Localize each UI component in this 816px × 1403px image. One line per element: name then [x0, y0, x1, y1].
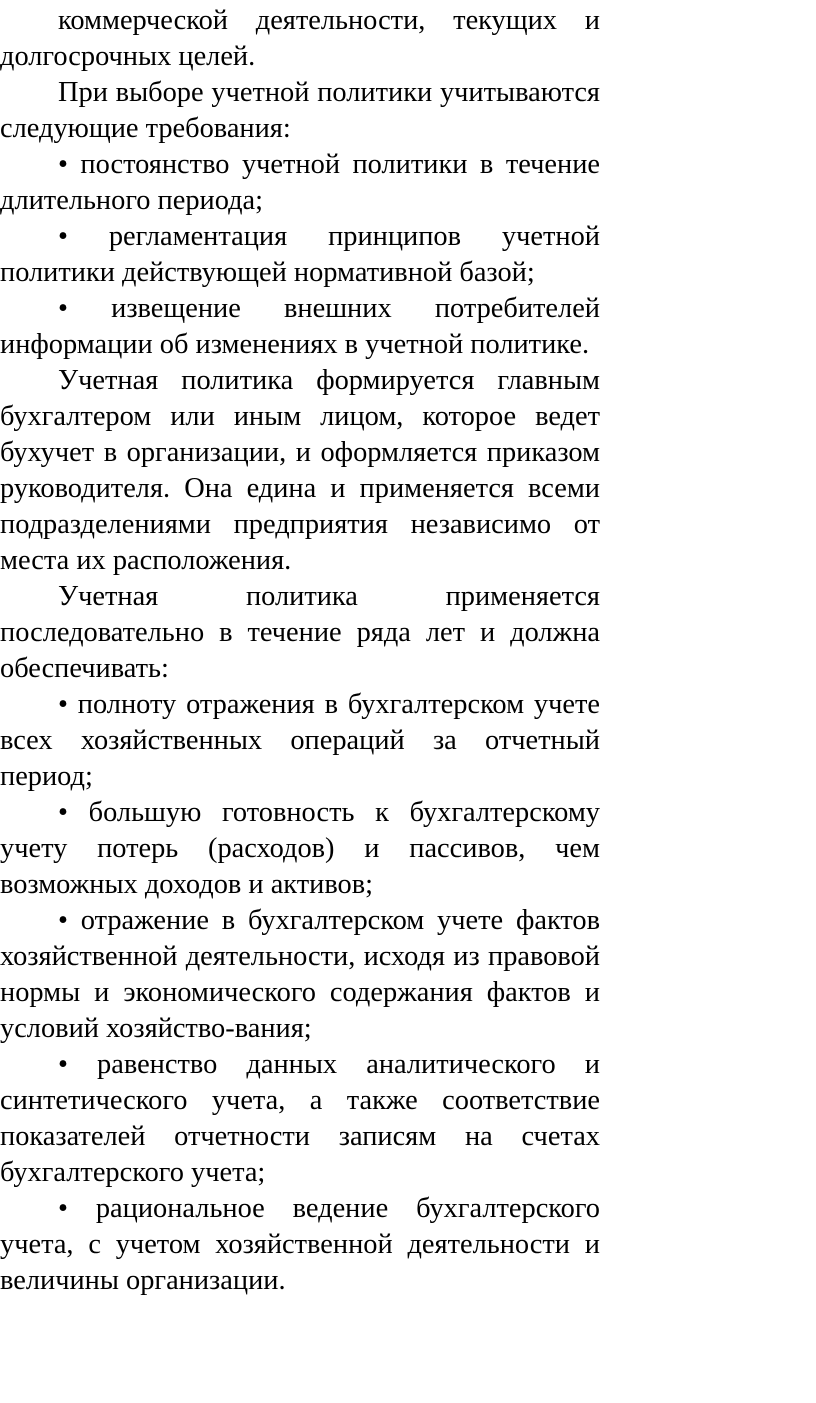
- list-item: • полноту отражения в бухгалтерском учете всех хозяйственных операций за отчетный период;: [0, 689, 600, 792]
- paragraph-continuation: коммерческой деятельности, текущих и долгосрочных целей.: [0, 5, 600, 72]
- paragraph-policy-application: Учетная политика применяется последовательно в течение ряда лет и должна обеспечивать:: [0, 581, 600, 684]
- list-item: • рациональное ведение бухгалтерского учета, с учетом хозяйственной деятельности и величины организации.: [0, 1193, 600, 1296]
- paragraph-policy-formation: Учетная политика формируется главным бухгалтером или иным лицом, которое ведет бухучет в организации, и оформляется приказом руководителя. Она едина и применяется всеми подразделениями предприятия независимо от места их расположения.: [0, 365, 600, 576]
- list-item: • постоянство учетной политики в течение длительного периода;: [0, 149, 600, 216]
- list-item: • равенство данных аналитического и синтетического учета, а также соответствие показателей отчетности записям на счетах бухгалтерского учета;: [0, 1049, 600, 1188]
- list-item: • большую готовность к бухгалтерскому учету потерь (расходов) и пассивов, чем возможных доходов и активов;: [0, 797, 600, 900]
- list-item: • извещение внешних потребителей информации об изменениях в учетной политике.: [0, 293, 600, 360]
- list-item: • отражение в бухгалтерском учете фактов хозяйственной деятельности, исходя из правовой нормы и экономического содержания фактов и условий хозяйство-вания;: [0, 905, 600, 1044]
- list-item: • регламентация принципов учетной политики действующей нормативной базой;: [0, 221, 600, 288]
- paragraph-requirements-intro: При выборе учетной политики учитываются следующие требования:: [0, 77, 600, 144]
